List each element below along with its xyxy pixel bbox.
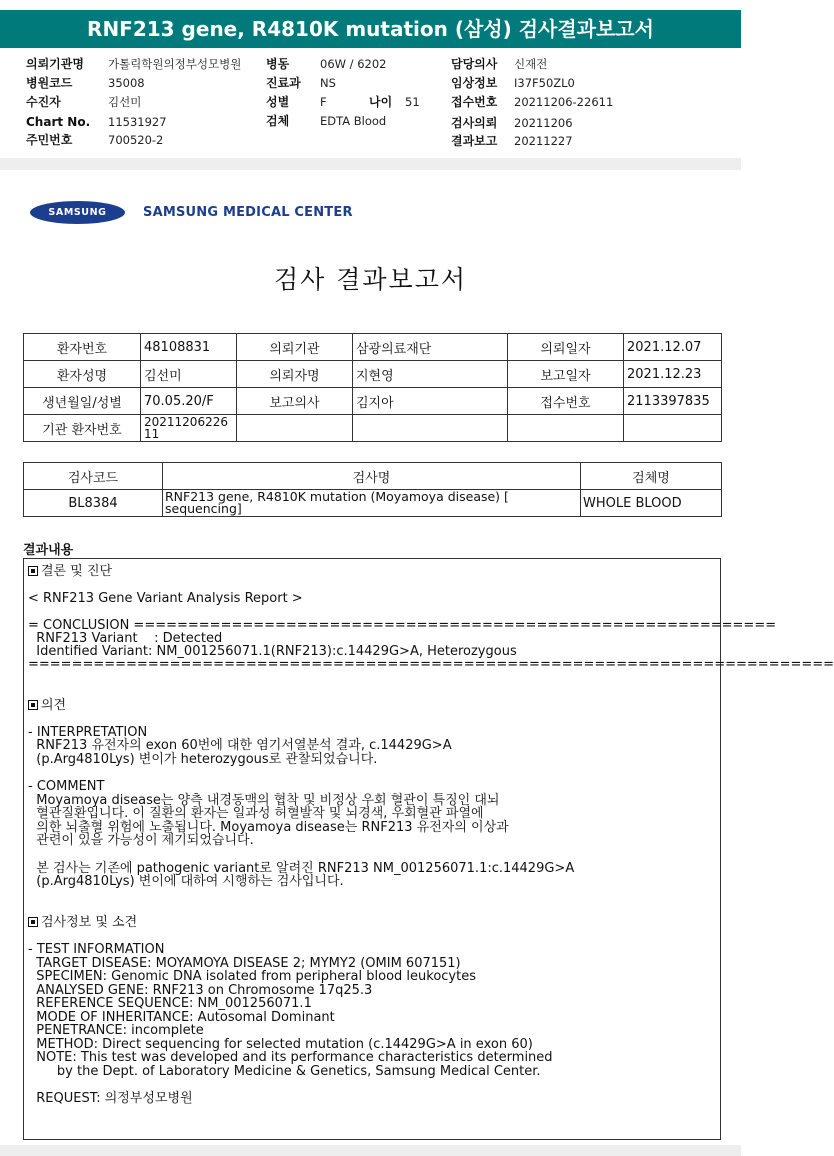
result-line: PENETRANCE: incomplete xyxy=(28,1023,204,1038)
info-value xyxy=(508,415,624,442)
meta-value: 11531927 xyxy=(108,115,167,129)
test-table xyxy=(23,462,722,517)
info-label: 환자번호 xyxy=(24,334,141,361)
test-name: RNF213 gene, R4810K mutation (Moyamoya disease) [ sequencing] xyxy=(163,490,581,517)
meta-value: 20211227 xyxy=(514,134,573,148)
meta-label: 담당의사 xyxy=(451,57,498,71)
result-line: Moyamoya disease는 양측 내경동맥의 협착 및 비정상 우회 혈관이 특징인 대뇌 xyxy=(28,793,500,808)
result-line: ANALYSED GENE: RNF213 on Chromosome 17q25.3 xyxy=(28,983,373,998)
info-value: 김선미 xyxy=(141,361,237,388)
meta-value: 06W / 6202 xyxy=(320,57,387,71)
report-title-bar: RNF213 gene, R4810K mutation (삼성) 검사결과보고서 xyxy=(0,10,741,48)
result-content-box xyxy=(23,558,834,1140)
section-divider xyxy=(0,158,741,170)
info-value: 2021.12.23 xyxy=(624,361,722,388)
table-row xyxy=(24,415,722,442)
test-code: BL8384 xyxy=(24,490,163,517)
info-label: 생년월일/성별 xyxy=(24,388,141,415)
square-bullet-icon xyxy=(28,566,38,576)
info-value xyxy=(624,415,722,442)
result-line: Identified Variant: NM_001256071.1(RNF213):c.14429G>A, Heterozygous xyxy=(28,644,517,659)
result-line: MODE OF INHERITANCE: Autosomal Dominant xyxy=(28,1010,335,1025)
info-label: 기관 환자번호 xyxy=(24,415,141,442)
result-line: REFERENCE SEQUENCE: NM_001256071.1 xyxy=(28,996,312,1011)
result-line: 의한 뇌출혈 위험에 노출됩니다. Moyamoya disease는 RNF213 유전자의 이상과 xyxy=(28,820,509,835)
section-heading-text: 검사정보 및 소견 xyxy=(41,915,138,930)
meta-value: 700520-2 xyxy=(108,133,164,147)
section-heading-opinion xyxy=(28,699,66,712)
meta-value: 35008 xyxy=(108,76,145,90)
meta-label: 접수번호 xyxy=(451,95,498,109)
meta-label: 주민번호 xyxy=(26,133,73,147)
test-header: 검체명 xyxy=(581,463,722,490)
result-line: METHOD: Direct sequencing for selected mutation (c.14429G>A in exon 60) xyxy=(28,1037,533,1052)
samsung-logo: SAMSUNG xyxy=(30,201,125,224)
meta-label: 검체 xyxy=(266,114,290,128)
info-label: 의뢰기관 xyxy=(237,334,353,361)
section-heading-test-info xyxy=(28,916,137,929)
meta-value: NS xyxy=(320,76,336,90)
meta-label: 임상정보 xyxy=(451,76,498,90)
info-label: 보고의사 xyxy=(237,388,353,415)
info-label: 환자성명 xyxy=(24,361,141,388)
info-value: 70.05.20/F xyxy=(141,388,237,415)
square-bullet-icon xyxy=(28,700,38,710)
test-header: 검사명 xyxy=(163,463,581,490)
square-bullet-icon xyxy=(28,917,38,927)
result-line: (p.Arg4810Lys) 변이가 heterozygous로 관찰되었습니다. xyxy=(28,752,378,767)
result-line: - TEST INFORMATION xyxy=(28,942,165,957)
result-line: ========================================================================== xyxy=(28,657,834,672)
info-label: 의뢰자명 xyxy=(237,361,353,388)
document-title: 검사 결과보고서 xyxy=(274,265,467,294)
table-row xyxy=(24,490,722,517)
info-label: 접수번호 xyxy=(508,388,624,415)
result-line: 본 검사는 기존에 pathogenic variant로 알려진 RNF213 NM_001256071.1:c.14429G>A xyxy=(28,861,575,876)
info-value: 김지아 xyxy=(353,388,508,415)
meta-label: 병원코드 xyxy=(26,76,73,90)
result-line: - COMMENT xyxy=(28,779,105,794)
info-value xyxy=(353,415,508,442)
meta-label: 의뢰기관명 xyxy=(26,57,84,71)
meta-value: 신재전 xyxy=(514,57,548,71)
info-label: 보고일자 xyxy=(508,361,624,388)
info-value: 2113397835 xyxy=(624,388,722,415)
meta-value: 김선미 xyxy=(108,95,142,109)
meta-value-age: 51 xyxy=(405,95,420,109)
result-line: SPECIMEN: Genomic DNA isolated from peripheral blood leukocytes xyxy=(28,969,476,984)
patient-info-table xyxy=(23,333,722,442)
meta-value: 가톨릭학원의정부성모병원 xyxy=(108,57,242,71)
meta-label-age: 나이 xyxy=(369,95,393,109)
result-line: NOTE: This test was developed and its performance characteristics determined xyxy=(28,1050,553,1065)
result-line: < RNF213 Gene Variant Analysis Report > xyxy=(28,591,303,606)
meta-label: 결과보고 xyxy=(451,134,498,148)
result-line: 혈관질환입니다. 이 질환의 환자는 일과성 허혈발작 및 뇌경색, 우회혈관 파열에 xyxy=(28,806,484,821)
bottom-strip xyxy=(0,1145,741,1156)
info-value: 48108831 xyxy=(141,334,237,361)
meta-value: F xyxy=(320,95,327,109)
result-line: RNF213 유전자의 exon 60번에 대한 염기서열분석 결과, c.14429G>A xyxy=(28,738,452,753)
info-value xyxy=(237,415,353,442)
table-row xyxy=(24,388,722,415)
result-line: TARGET DISEASE: MOYAMOYA DISEASE 2; MYMY2 (OMIM 607151) xyxy=(28,956,461,971)
samsung-medical-center-logo-text: SAMSUNG MEDICAL CENTER xyxy=(143,205,353,220)
info-value: 삼광의료재단 xyxy=(353,334,508,361)
info-value: 지현영 xyxy=(353,361,508,388)
result-line: RNF213 Variant : Detected xyxy=(28,631,223,646)
result-label: 결과내용 xyxy=(23,543,74,558)
meta-label: 검사의뢰 xyxy=(451,116,498,130)
info-value: 2021.12.07 xyxy=(624,334,722,361)
result-line: 관련이 있을 가능성이 제기되었습니다. xyxy=(28,833,254,848)
section-heading-text: 결론 및 진단 xyxy=(41,564,113,579)
meta-label: Chart No. xyxy=(26,115,91,129)
meta-value: EDTA Blood xyxy=(320,114,387,128)
meta-value: I37F50ZL0 xyxy=(514,76,575,90)
section-heading-conclusion xyxy=(28,565,112,578)
test-header: 검사코드 xyxy=(24,463,163,490)
specimen-name: WHOLE BLOOD xyxy=(581,490,722,517)
meta-label: 병동 xyxy=(266,57,290,71)
meta-label: 성별 xyxy=(266,95,290,109)
section-heading-text: 의견 xyxy=(41,698,67,713)
result-line: REQUEST: 의정부성모병원 xyxy=(28,1091,193,1106)
result-line: - INTERPRETATION xyxy=(28,725,148,740)
meta-label: 수진자 xyxy=(26,95,61,109)
table-row xyxy=(24,361,722,388)
meta-label: 진료과 xyxy=(266,76,301,90)
meta-value: 20211206 xyxy=(514,116,573,130)
result-line: by the Dept. of Laboratory Medicine & Genetics, Samsung Medical Center. xyxy=(28,1064,541,1079)
meta-value: 20211206-22611 xyxy=(514,95,614,109)
result-line: = CONCLUSION =========================================================== xyxy=(28,618,777,633)
result-line: (p.Arg4810Lys) 변이에 대하여 시행하는 검사입니다. xyxy=(28,874,344,889)
info-value: 20211206226 11 xyxy=(141,415,237,442)
table-header-row xyxy=(24,463,722,490)
info-label: 의뢰일자 xyxy=(508,334,624,361)
table-row xyxy=(24,334,722,361)
report-document xyxy=(0,170,834,1145)
